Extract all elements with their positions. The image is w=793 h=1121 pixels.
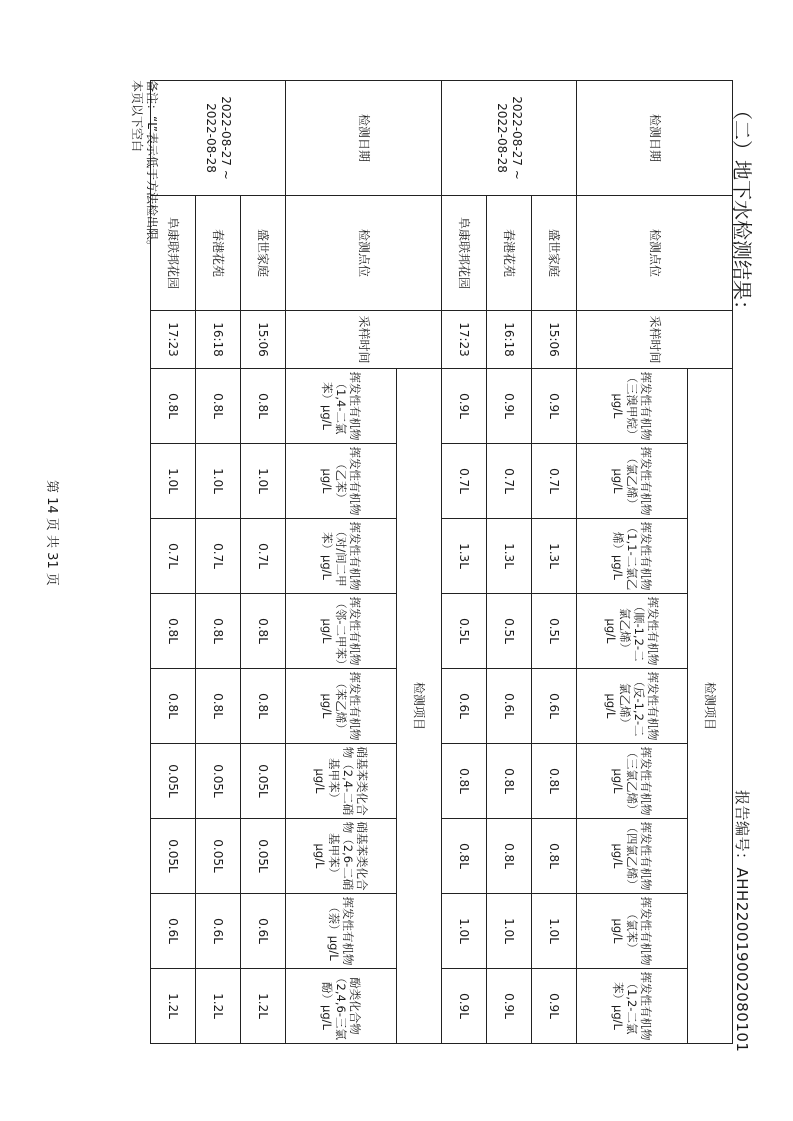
value-cell: 1.3L: [532, 519, 577, 594]
value-cell: 0.9L: [442, 369, 487, 444]
param-header: 挥发性有机物（顺-1,2-二氯乙烯）μg/L: [577, 594, 688, 669]
date-range: 2022-08-27 ~ 2022-08-28: [442, 81, 577, 196]
value-cell: 0.7L: [532, 444, 577, 519]
value-cell: 1.2L: [241, 969, 286, 1044]
value-cell: 0.8L: [442, 819, 487, 894]
value-cell: 1.3L: [442, 519, 487, 594]
param-header: 挥发性有机物（三溴甲烷）μg/L: [577, 369, 688, 444]
note-blank: 本页以下空白: [130, 80, 144, 153]
location-cell: 盛世家庭: [532, 196, 577, 311]
value-cell: 0.6L: [241, 894, 286, 969]
param-header: 挥发性有机物（对/间二甲苯）μg/L: [286, 519, 397, 594]
param-header: 挥发性有机物（四氯乙烯）μg/L: [577, 819, 688, 894]
time-cell: 15:06: [532, 311, 577, 369]
value-cell: 0.8L: [532, 819, 577, 894]
header-time: 采样时间: [577, 311, 733, 369]
value-cell: 0.5L: [442, 594, 487, 669]
location-cell: 盛世家庭: [241, 196, 286, 311]
value-cell: 0.8L: [151, 369, 196, 444]
value-cell: 0.6L: [196, 894, 241, 969]
table-row: [241, 81, 286, 1044]
date-range: 2022-08-27 ~ 2022-08-28: [151, 81, 286, 196]
value-cell: 1.0L: [196, 444, 241, 519]
value-cell: 0.8L: [487, 744, 532, 819]
value-cell: 0.9L: [487, 969, 532, 1044]
time-cell: 15:06: [241, 311, 286, 369]
location-cell: 阜康联邦花园: [151, 196, 196, 311]
value-cell: 0.5L: [487, 594, 532, 669]
value-cell: 0.6L: [487, 669, 532, 744]
value-cell: 0.7L: [487, 444, 532, 519]
header-location: 检测点位: [286, 196, 442, 311]
header-group: 检测项目: [397, 369, 442, 1044]
value-cell: 0.7L: [442, 444, 487, 519]
value-cell: 0.8L: [151, 594, 196, 669]
value-cell: 0.8L: [532, 744, 577, 819]
table-row: [442, 81, 487, 1044]
value-cell: 0.8L: [442, 744, 487, 819]
value-cell: 1.0L: [151, 444, 196, 519]
value-cell: 0.05L: [151, 744, 196, 819]
header-date: 检测日期: [286, 81, 442, 196]
param-header: 挥发性有机物（三氯乙烯）μg/L: [577, 744, 688, 819]
report-number: 报告编号：AHH220019002080101: [733, 790, 751, 1053]
param-header: 挥发性有机物（氯苯）μg/L: [577, 894, 688, 969]
value-cell: 0.7L: [196, 519, 241, 594]
table-row: [196, 81, 241, 1044]
param-header: 挥发性有机物（苯乙烯）μg/L: [286, 669, 397, 744]
location-cell: 阜康联邦花园: [442, 196, 487, 311]
param-header: 硝基苯类化合物（2,4-二硝基甲苯）μg/L: [286, 744, 397, 819]
page-number: 第 14 页 共 31 页: [44, 480, 59, 586]
param-header: 挥发性有机物（1,4-二氯苯）μg/L: [286, 369, 397, 444]
value-cell: 0.05L: [151, 819, 196, 894]
location-cell: 春港花苑: [487, 196, 532, 311]
value-cell: 0.05L: [196, 819, 241, 894]
section-title: （二）地下水检测结果：: [730, 100, 754, 320]
value-cell: 0.7L: [151, 519, 196, 594]
value-cell: 1.0L: [442, 894, 487, 969]
value-cell: 1.3L: [487, 519, 532, 594]
value-cell: 0.05L: [241, 819, 286, 894]
time-cell: 16:18: [487, 311, 532, 369]
value-cell: 0.6L: [442, 669, 487, 744]
value-cell: 0.8L: [241, 669, 286, 744]
value-cell: 1.2L: [151, 969, 196, 1044]
time-cell: 17:23: [442, 311, 487, 369]
param-header: 挥发性有机物（邻-二甲苯）μg/L: [286, 594, 397, 669]
table1-group-row: [688, 81, 733, 1044]
header-location: 检测点位: [577, 196, 733, 311]
value-cell: 0.05L: [241, 744, 286, 819]
value-cell: 1.0L: [241, 444, 286, 519]
header-date: 检测日期: [577, 81, 733, 196]
value-cell: 0.8L: [196, 369, 241, 444]
value-cell: 1.0L: [532, 894, 577, 969]
param-header: 挥发性有机物（萘）μg/L: [286, 894, 397, 969]
param-header: 挥发性有机物（反-1,2-二氯乙烯）μg/L: [577, 669, 688, 744]
time-cell: 17:23: [151, 311, 196, 369]
value-cell: 0.9L: [532, 369, 577, 444]
param-header: 挥发性有机物（氯乙烯）μg/L: [577, 444, 688, 519]
value-cell: 0.8L: [487, 819, 532, 894]
note-detection-limit: 备注：“L”表示低于方法检出限。: [145, 80, 159, 252]
table-row: [532, 81, 577, 1044]
value-cell: 0.8L: [241, 369, 286, 444]
value-cell: 0.8L: [151, 669, 196, 744]
value-cell: 0.9L: [442, 969, 487, 1044]
value-cell: 0.9L: [487, 369, 532, 444]
param-header: 挥发性有机物（1,2-二氯苯）μg/L: [577, 969, 688, 1044]
header-time: 采样时间: [286, 311, 442, 369]
notes: [129, 80, 159, 252]
value-cell: 0.6L: [151, 894, 196, 969]
value-cell: 0.8L: [196, 594, 241, 669]
value-cell: 0.7L: [241, 519, 286, 594]
header-group: 检测项目: [688, 369, 733, 1044]
param-header: 挥发性有机物（乙苯）μg/L: [286, 444, 397, 519]
value-cell: 0.8L: [196, 669, 241, 744]
groundwater-results-table: [150, 80, 733, 1044]
value-cell: 1.0L: [487, 894, 532, 969]
time-cell: 16:18: [196, 311, 241, 369]
value-cell: 0.5L: [532, 594, 577, 669]
value-cell: 0.9L: [532, 969, 577, 1044]
value-cell: 0.6L: [532, 669, 577, 744]
location-cell: 春港花苑: [196, 196, 241, 311]
param-header: 挥发性有机物（1,1-二氯乙烯）μg/L: [577, 519, 688, 594]
param-header: 硝基苯类化合物（2,6-二硝基甲苯）μg/L: [286, 819, 397, 894]
value-cell: 1.2L: [196, 969, 241, 1044]
table2-group-row: [397, 81, 442, 1044]
value-cell: 0.05L: [196, 744, 241, 819]
value-cell: 0.8L: [241, 594, 286, 669]
param-header: 酚类化合物（2,4,6-三氯酚）μg/L: [286, 969, 397, 1044]
table-row: [487, 81, 532, 1044]
